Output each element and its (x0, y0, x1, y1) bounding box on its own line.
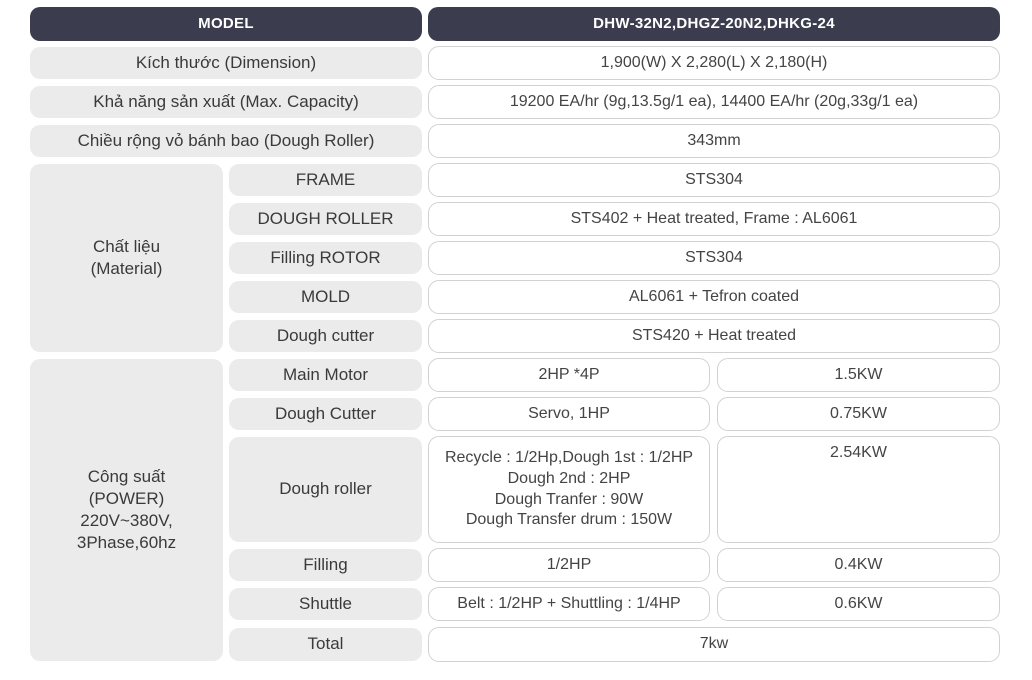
main-motor-kw: 1.5KW (717, 358, 1000, 392)
dimension-value: 1,900(W) X 2,280(L) X 2,180(H) (428, 46, 1000, 80)
material-label-line1: Chất liệu (92, 236, 161, 256)
material-filling-rotor-label: Filling ROTOR (229, 242, 422, 274)
dough-roller-spec-line4: Dough Transfer drum : 150W (465, 511, 673, 529)
shuttle-power-spec: Belt : 1/2HP + Shuttling : 1/4HP (428, 587, 710, 621)
dough-roller-power-label: Dough roller (229, 437, 422, 542)
power-label-line1: Công suất (87, 466, 166, 486)
dough-cutter-label: Dough Cutter (229, 398, 422, 430)
material-mold-label: MOLD (229, 281, 422, 313)
material-frame-value: STS304 (428, 163, 1000, 197)
power-label-line4: 3Phase,60hz (76, 533, 177, 553)
filling-power-kw: 0.4KW (717, 548, 1000, 582)
material-label-line2: (Material) (90, 259, 163, 278)
material-dough-cutter-label: Dough cutter (229, 320, 422, 352)
capacity-value: 19200 EA/hr (9g,13.5g/1 ea), 14400 EA/hr (20g,33g/1 ea) (428, 85, 1000, 119)
dough-roller-spec-line3: Dough Tranfer : 90W (494, 490, 644, 508)
model-header-value: DHW-32N2,DHGZ-20N2,DHKG-24 (428, 7, 1000, 41)
model-header-label: MODEL (30, 7, 422, 41)
dough-cutter-kw: 0.75KW (717, 397, 1000, 431)
total-power-value: 7kw (428, 627, 1000, 662)
power-label-line3: 220V~380V, (80, 511, 173, 530)
material-mold-value: AL6061 + Tefron coated (428, 280, 1000, 314)
dough-cutter-spec: Servo, 1HP (428, 397, 710, 431)
dough-roller-power-kw: 2.54KW (717, 436, 1000, 543)
filling-power-label: Filling (229, 549, 422, 581)
power-label-line2: (POWER) (88, 488, 165, 508)
total-power-label: Total (229, 628, 422, 661)
material-dough-cutter-value: STS420 + Heat treated (428, 319, 1000, 353)
shuttle-power-label: Shuttle (229, 588, 422, 620)
dough-roller-width-label: Chiều rộng vỏ bánh bao (Dough Roller) (30, 125, 422, 157)
material-dough-roller-value: STS402 + Heat treated, Frame : AL6061 (428, 202, 1000, 236)
material-dough-roller-label: DOUGH ROLLER (229, 203, 422, 235)
capacity-label: Khả năng sản xuất (Max. Capacity) (30, 86, 422, 118)
shuttle-power-kw: 0.6KW (717, 587, 1000, 621)
dough-roller-power-spec (428, 436, 710, 543)
material-frame-label: FRAME (229, 164, 422, 196)
dough-roller-width-value: 343mm (428, 124, 1000, 158)
material-filling-rotor-value: STS304 (428, 241, 1000, 275)
dough-roller-spec-line2: Dough 2nd : 2HP (507, 469, 631, 487)
dough-roller-spec-line1: Recycle : 1/2Hp,Dough 1st : 1/2HP (444, 448, 694, 466)
main-motor-spec: 2HP *4P (428, 358, 710, 392)
material-group-label (30, 164, 223, 352)
power-group-label (30, 359, 223, 661)
filling-power-spec: 1/2HP (428, 548, 710, 582)
main-motor-label: Main Motor (229, 359, 422, 391)
dimension-label: Kích thước (Dimension) (30, 47, 422, 79)
